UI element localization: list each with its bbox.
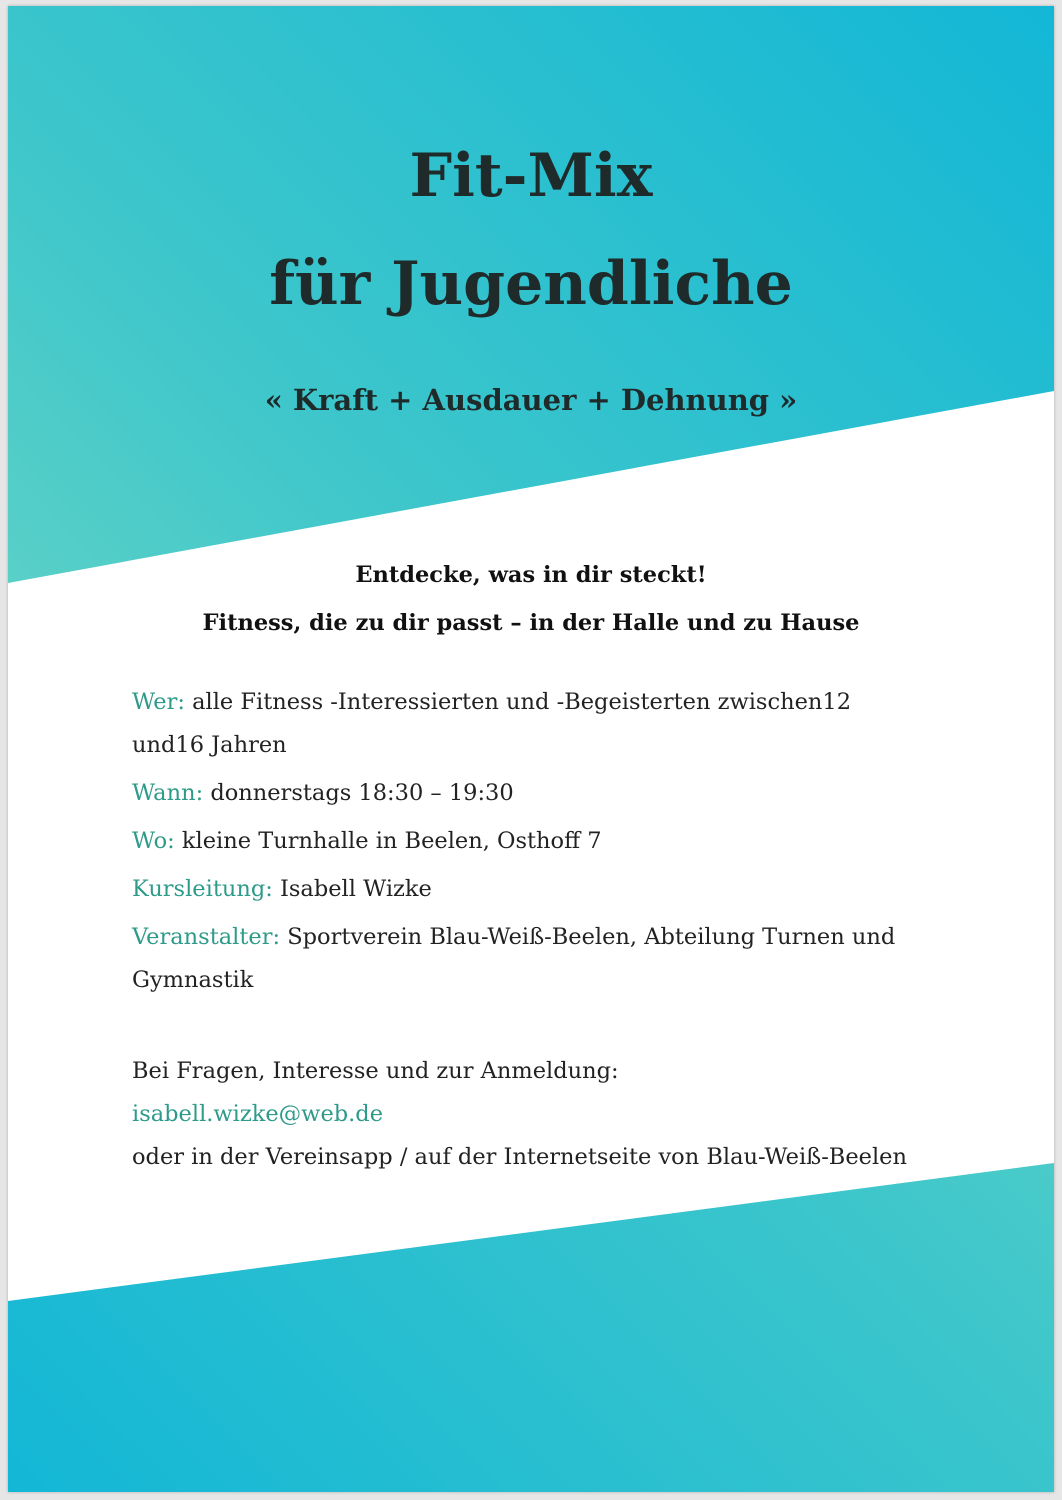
info-wann xyxy=(132,772,912,815)
wer-value: alle Fitness -Interessierten und -Begeisterten zwischen12 und16 Jahren xyxy=(132,689,852,758)
wer-label: Wer: xyxy=(132,689,185,715)
title-line-1: Fit-Mix xyxy=(409,141,653,211)
wo-value: kleine Turnhalle in Beelen, Osthoff 7 xyxy=(181,828,602,854)
kursleitung-label: Kursleitung: xyxy=(132,876,273,902)
title-line-2: für Jugendliche xyxy=(269,249,793,319)
veranstalter-value: Sportverein Blau-Weiß-Beelen, Abteilung Turnen und Gymnastik xyxy=(132,924,896,993)
wo-label: Wo: xyxy=(132,828,175,854)
info-kursleitung xyxy=(132,868,912,911)
contact-alternative: oder in der Vereinsapp / auf der Internetseite von Blau-Weiß-Beelen xyxy=(132,1144,907,1170)
veranstalter-label: Veranstalter: xyxy=(132,924,281,950)
info-veranstalter xyxy=(132,916,912,1002)
kursleitung-value: Isabell Wizke xyxy=(279,876,432,902)
contact-email-link[interactable]: isabell.wizke@web.de xyxy=(132,1101,384,1127)
wann-value: donnerstags 18:30 – 19:30 xyxy=(210,780,514,806)
wann-label: Wann: xyxy=(132,780,204,806)
lead-line-2: Fitness, die zu dir passt – in der Halle und zu Hause xyxy=(202,610,860,636)
info-wo xyxy=(132,820,912,863)
info-wer xyxy=(132,681,912,767)
subtitle: « Kraft + Ausdauer + Dehnung » xyxy=(264,383,798,417)
contact-intro: Bei Fragen, Interesse und zur Anmeldung: xyxy=(132,1058,619,1084)
lead-line-1: Entdecke, was in dir steckt! xyxy=(355,562,707,588)
flyer-page xyxy=(8,6,1054,1492)
